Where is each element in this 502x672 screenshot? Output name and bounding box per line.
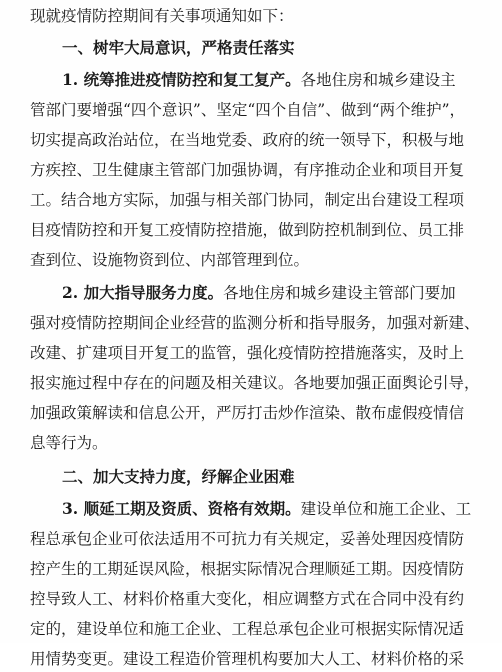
section-1-heading-text: 一、树牢大局意识，严格责任落实 bbox=[62, 38, 295, 57]
item-3-line-5: 用情势变更。建设工程造价管理机构要加大人工、材料价格的采 bbox=[30, 650, 465, 668]
item-1-line-6: 查到位、设施物资到位、内部管理到位。 bbox=[30, 251, 310, 269]
item-3-line-3: 控导致人工、材料价格重大变化，相应调整方式在合同中没有约 bbox=[30, 590, 465, 608]
item-1-line bbox=[30, 157, 502, 183]
item-3-line bbox=[30, 586, 502, 612]
item-2-line-0: 各地住房和城乡建设主管部门要加 bbox=[223, 284, 456, 302]
section-2-heading bbox=[62, 464, 502, 490]
item-3-title: 3. 顺延工期及资质、资格有效期。 bbox=[62, 499, 301, 518]
item-3-line-2: 控产生的工期延误风险，根据实际情况合理顺延工期。因疫情防 bbox=[30, 560, 465, 578]
item-3-first-line bbox=[62, 496, 502, 522]
item-1-line bbox=[30, 187, 502, 213]
item-2-line bbox=[30, 400, 502, 426]
item-2-line-5: 息等行为。 bbox=[30, 434, 108, 452]
item-1-title: 1. 统筹推进疫情防控和复工复产。 bbox=[62, 70, 301, 89]
item-1-line-0: 各地住房和城乡建设主 bbox=[300, 71, 456, 89]
item-3-line bbox=[30, 526, 502, 552]
item-2-line bbox=[30, 310, 502, 336]
item-2-line-3: 报实施过程中存在的问题及相关建议。各地要加强正面舆论引导， bbox=[30, 374, 480, 392]
intro-text: 现就疫情防控期间有关事项通知如下： bbox=[30, 7, 294, 25]
item-2-line-4: 加强政策解读和信息公开，严厉打击炒作渲染、散布虚假疫情信 bbox=[30, 404, 465, 422]
item-1-line bbox=[30, 127, 502, 153]
item-1-line-5: 目疫情防控和开复工疫情防控措施，做到防控机制到位、员工排 bbox=[30, 221, 465, 239]
item-2-first-line bbox=[62, 280, 502, 306]
item-2-line bbox=[30, 430, 502, 456]
item-2-line bbox=[30, 340, 502, 366]
item-1-first-line bbox=[62, 67, 502, 93]
intro-line bbox=[30, 3, 502, 29]
section-2-heading-text: 二、加大支持力度，纾解企业困难 bbox=[62, 467, 295, 486]
item-1-line-1: 管部门要增强“四个意识”、坚定“四个自信”、做到“两个维护”， bbox=[30, 101, 466, 119]
item-1-line bbox=[30, 217, 502, 243]
item-1-line bbox=[30, 97, 502, 123]
item-1-line-3: 方疾控、卫生健康主管部门加强协调，有序推动企业和项目开复 bbox=[30, 161, 465, 179]
item-2-line-1: 强对疫情防控期间企业经营的监测分析和指导服务，加强对新建、 bbox=[30, 314, 480, 332]
item-3-line-4: 定的，建设单位和施工企业、工程总承包企业可根据实际情况适 bbox=[30, 620, 465, 638]
item-1-line-4: 工。结合地方实际，加强与相关部门协同，制定出台建设工程项 bbox=[30, 191, 465, 209]
section-1-heading bbox=[62, 35, 502, 61]
item-2-line bbox=[30, 370, 502, 396]
item-2-line-2: 改建、扩建项目开复工的监管，强化疫情防控措施落实，及时上 bbox=[30, 344, 465, 362]
item-3-line-1: 程总承包企业可依法适用不可抗力有关规定，妥善处理因疫情防 bbox=[30, 530, 465, 548]
item-3-line bbox=[30, 616, 502, 642]
item-2-title: 2. 加大指导服务力度。 bbox=[62, 283, 224, 302]
item-3-line bbox=[30, 646, 502, 672]
item-3-line-0: 建设单位和施工企业、工 bbox=[300, 500, 472, 518]
item-3-line bbox=[30, 556, 502, 582]
item-1-line bbox=[30, 247, 502, 273]
item-1-line-2: 切实提高政治站位，在当地党委、政府的统一领导下，积极与地 bbox=[30, 131, 465, 149]
